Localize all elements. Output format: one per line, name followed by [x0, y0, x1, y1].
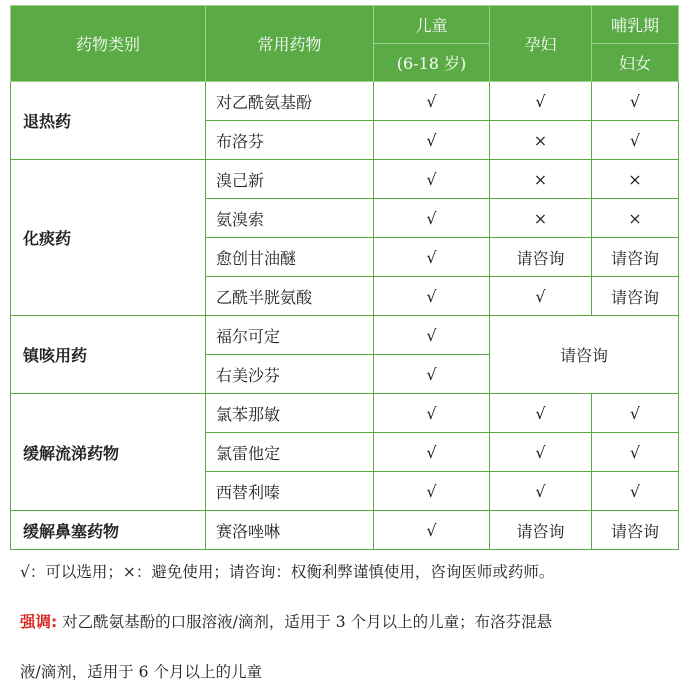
pregnant-cell: √	[490, 394, 592, 433]
children-cell: √	[374, 199, 490, 238]
emphasis-text-1: 对乙酰氨基酚的口服溶液/滴剂，适用于 3 个月以上的儿童；布洛芬混悬	[62, 613, 553, 631]
header-category: 药物类别	[11, 6, 206, 82]
lactating-cell: ×	[592, 199, 679, 238]
pregnant-cell: √	[490, 277, 592, 316]
pregnant-cell: ×	[490, 121, 592, 160]
category-cell: 退热药	[11, 82, 206, 160]
table-row	[11, 511, 679, 550]
children-cell: √	[374, 277, 490, 316]
lactating-cell: ×	[592, 160, 679, 199]
pregnant-cell: ×	[490, 199, 592, 238]
children-cell: √	[374, 82, 490, 121]
drug-name: 布洛芬	[206, 121, 374, 160]
category-cell: 缓解鼻塞药物	[11, 511, 206, 550]
drug-table-container	[10, 5, 678, 550]
drug-name: 氨溴索	[206, 199, 374, 238]
drug-name: 右美沙芬	[206, 355, 374, 394]
drug-safety-table	[10, 5, 679, 550]
emphasis-text-2: 液/滴剂，适用于 6 个月以上的儿童	[20, 663, 262, 681]
legend-text: √：可以选用；×：避免使用；请咨询：权衡利弊谨慎使用，咨询医师或药师。	[20, 563, 555, 581]
header-pregnant: 孕妇	[490, 6, 592, 82]
lactating-cell: √	[592, 472, 679, 511]
pregnant-cell: √	[490, 472, 592, 511]
pregnant-cell: 请咨询	[490, 238, 592, 277]
children-cell: √	[374, 316, 490, 355]
drug-name: 氯苯那敏	[206, 394, 374, 433]
table-row	[11, 160, 679, 199]
children-cell: √	[374, 472, 490, 511]
pregnant-cell: √	[490, 82, 592, 121]
emphasis-label: 强调:	[20, 613, 58, 631]
children-cell: √	[374, 238, 490, 277]
children-cell: √	[374, 433, 490, 472]
lactating-cell: 请咨询	[592, 511, 679, 550]
table-row	[11, 316, 679, 355]
drug-name: 溴己新	[206, 160, 374, 199]
lactating-cell: 请咨询	[592, 277, 679, 316]
children-cell: √	[374, 121, 490, 160]
category-cell: 化痰药	[11, 160, 206, 316]
children-cell: √	[374, 511, 490, 550]
header-lactating-line2: 妇女	[592, 44, 679, 82]
table-row	[11, 82, 679, 121]
category-cell: 缓解流涕药物	[11, 394, 206, 511]
drug-name: 对乙酰氨基酚	[206, 82, 374, 121]
header-common-drugs: 常用药物	[206, 6, 374, 82]
children-cell: √	[374, 160, 490, 199]
table-row	[11, 394, 679, 433]
pregnant-cell: ×	[490, 160, 592, 199]
lactating-cell: 请咨询	[592, 238, 679, 277]
lactating-cell: √	[592, 121, 679, 160]
lactating-cell: √	[592, 433, 679, 472]
emphasis-line1	[20, 612, 552, 632]
header-children-age: (6-18 岁)	[374, 44, 490, 82]
children-cell: √	[374, 394, 490, 433]
drug-name: 乙酰半胱氨酸	[206, 277, 374, 316]
header-lactating-line1: 哺乳期	[592, 6, 679, 44]
drug-name: 愈创甘油醚	[206, 238, 374, 277]
drug-name: 福尔可定	[206, 316, 374, 355]
children-cell: √	[374, 355, 490, 394]
lactating-cell: √	[592, 394, 679, 433]
drug-name: 赛洛唑啉	[206, 511, 374, 550]
lactating-cell: √	[592, 82, 679, 121]
drug-name: 氯雷他定	[206, 433, 374, 472]
drug-name: 西替利嗪	[206, 472, 374, 511]
pregnant-cell: 请咨询	[490, 511, 592, 550]
pregnant-cell: √	[490, 433, 592, 472]
header-children: 儿童	[374, 6, 490, 44]
merged-consult-cell: 请咨询	[490, 316, 679, 394]
category-cell: 镇咳用药	[11, 316, 206, 394]
